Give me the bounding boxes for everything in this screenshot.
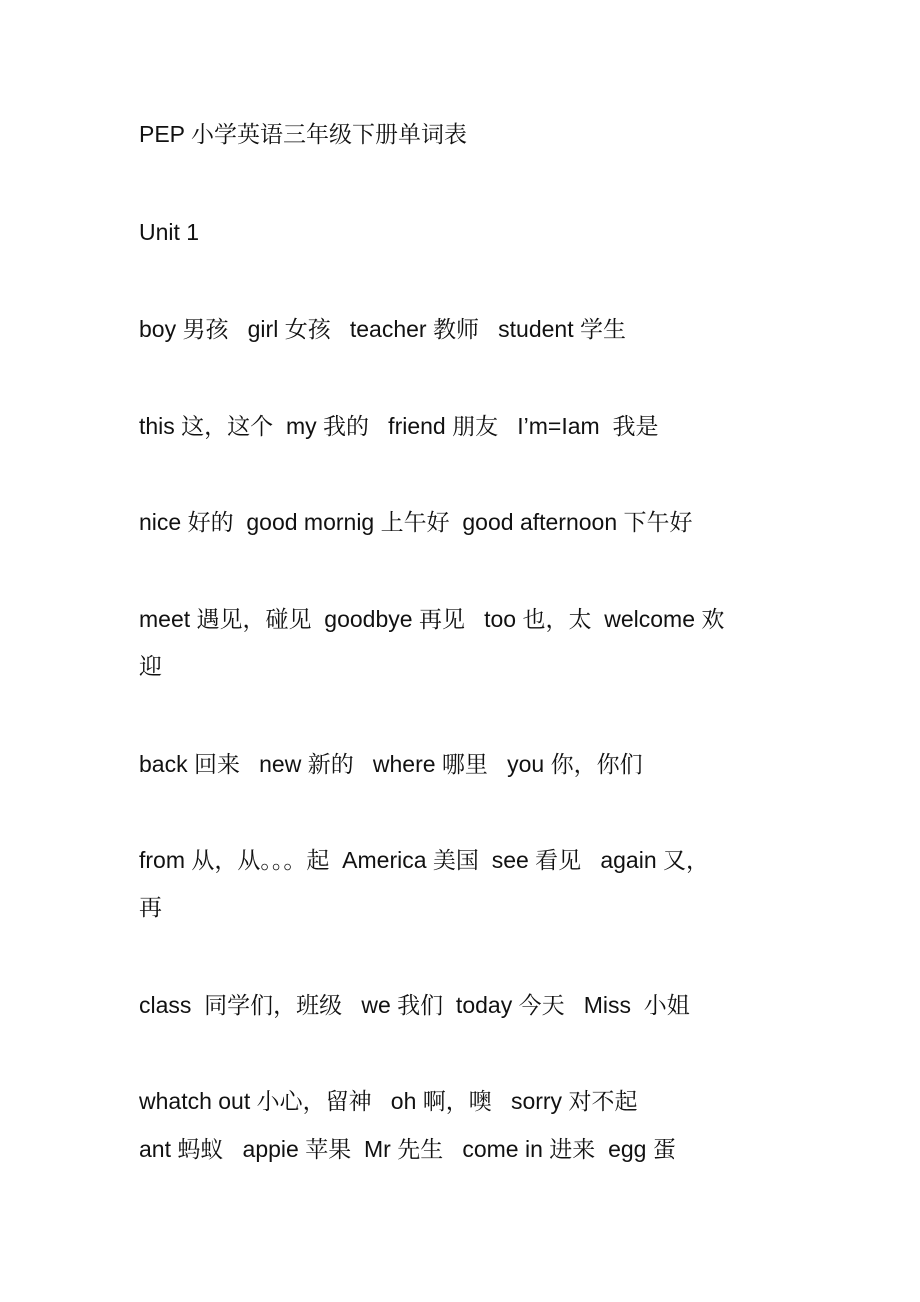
vocab-line-continuation: 迎 <box>139 653 162 679</box>
vocab-line: back 回来 new 新的 where 哪里 you 你，你们 <box>139 751 643 777</box>
unit-heading: Unit 1 <box>139 219 200 245</box>
vocab-line: whatch out 小心，留神 oh 啊，噢 sorry 对不起 <box>139 1088 638 1114</box>
vocab-line: ant 蚂蚁 appie 苹果 Mr 先生 come in 进来 egg 蛋 <box>139 1136 676 1162</box>
vocab-line-continuation: 再 <box>139 894 162 920</box>
document-title: PEP 小学英语三年级下册单词表 <box>139 121 467 147</box>
vocab-line: this 这，这个 my 我的 friend 朋友 I’m=Iam 我是 <box>139 413 659 439</box>
vocab-line: boy 男孩 girl 女孩 teacher 教师 student 学生 <box>139 316 626 342</box>
vocab-line: from 从，从。。。起 America 美国 see 看见 again 又， <box>139 847 710 873</box>
vocab-line: meet 遇见，碰见 goodbye 再见 too 也，太 welcome 欢 <box>139 606 725 632</box>
vocab-line: nice 好的 good mornig 上午好 good afternoon 下午好 <box>139 509 693 535</box>
vocab-line: class 同学们，班级 we 我们 today 今天 Miss 小姐 <box>139 992 690 1018</box>
